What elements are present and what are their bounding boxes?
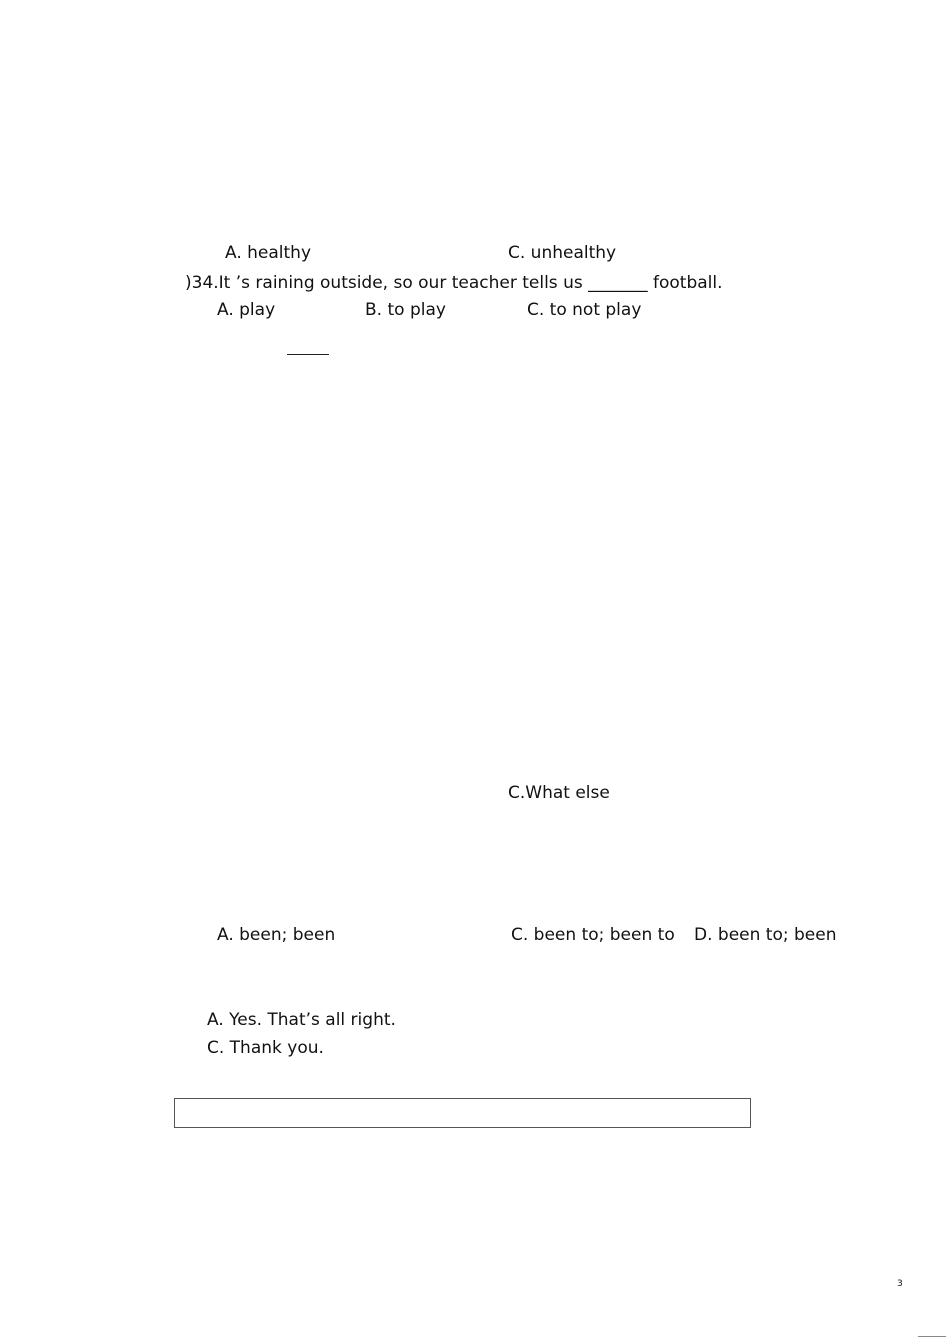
q-else-option-c: C.What else	[508, 783, 610, 803]
q34-option-b: B. to play	[365, 300, 446, 320]
q33-option-c: C. unhealthy	[508, 243, 617, 263]
q33-option-a: A. healthy	[225, 243, 312, 263]
q34-option-a: A. play	[217, 300, 276, 320]
q34-question: )34.It ’s raining outside, so our teacher tells us _______ football.	[185, 273, 723, 293]
footer-rule	[918, 1336, 946, 1337]
page-number: 3	[897, 1279, 903, 1289]
q-been-option-c: C. been to; been to	[511, 925, 675, 945]
q34-option-c: C. to not play	[527, 300, 642, 320]
q-reply-option-c: C. Thank you.	[207, 1038, 324, 1058]
q-reply-option-a: A. Yes. That’s all right.	[207, 1010, 396, 1030]
q-been-option-d: D. been to; been	[694, 925, 837, 945]
empty-text-box	[174, 1098, 751, 1128]
q-been-option-a: A. been; been	[217, 925, 336, 945]
answer-blank-line	[287, 354, 329, 355]
